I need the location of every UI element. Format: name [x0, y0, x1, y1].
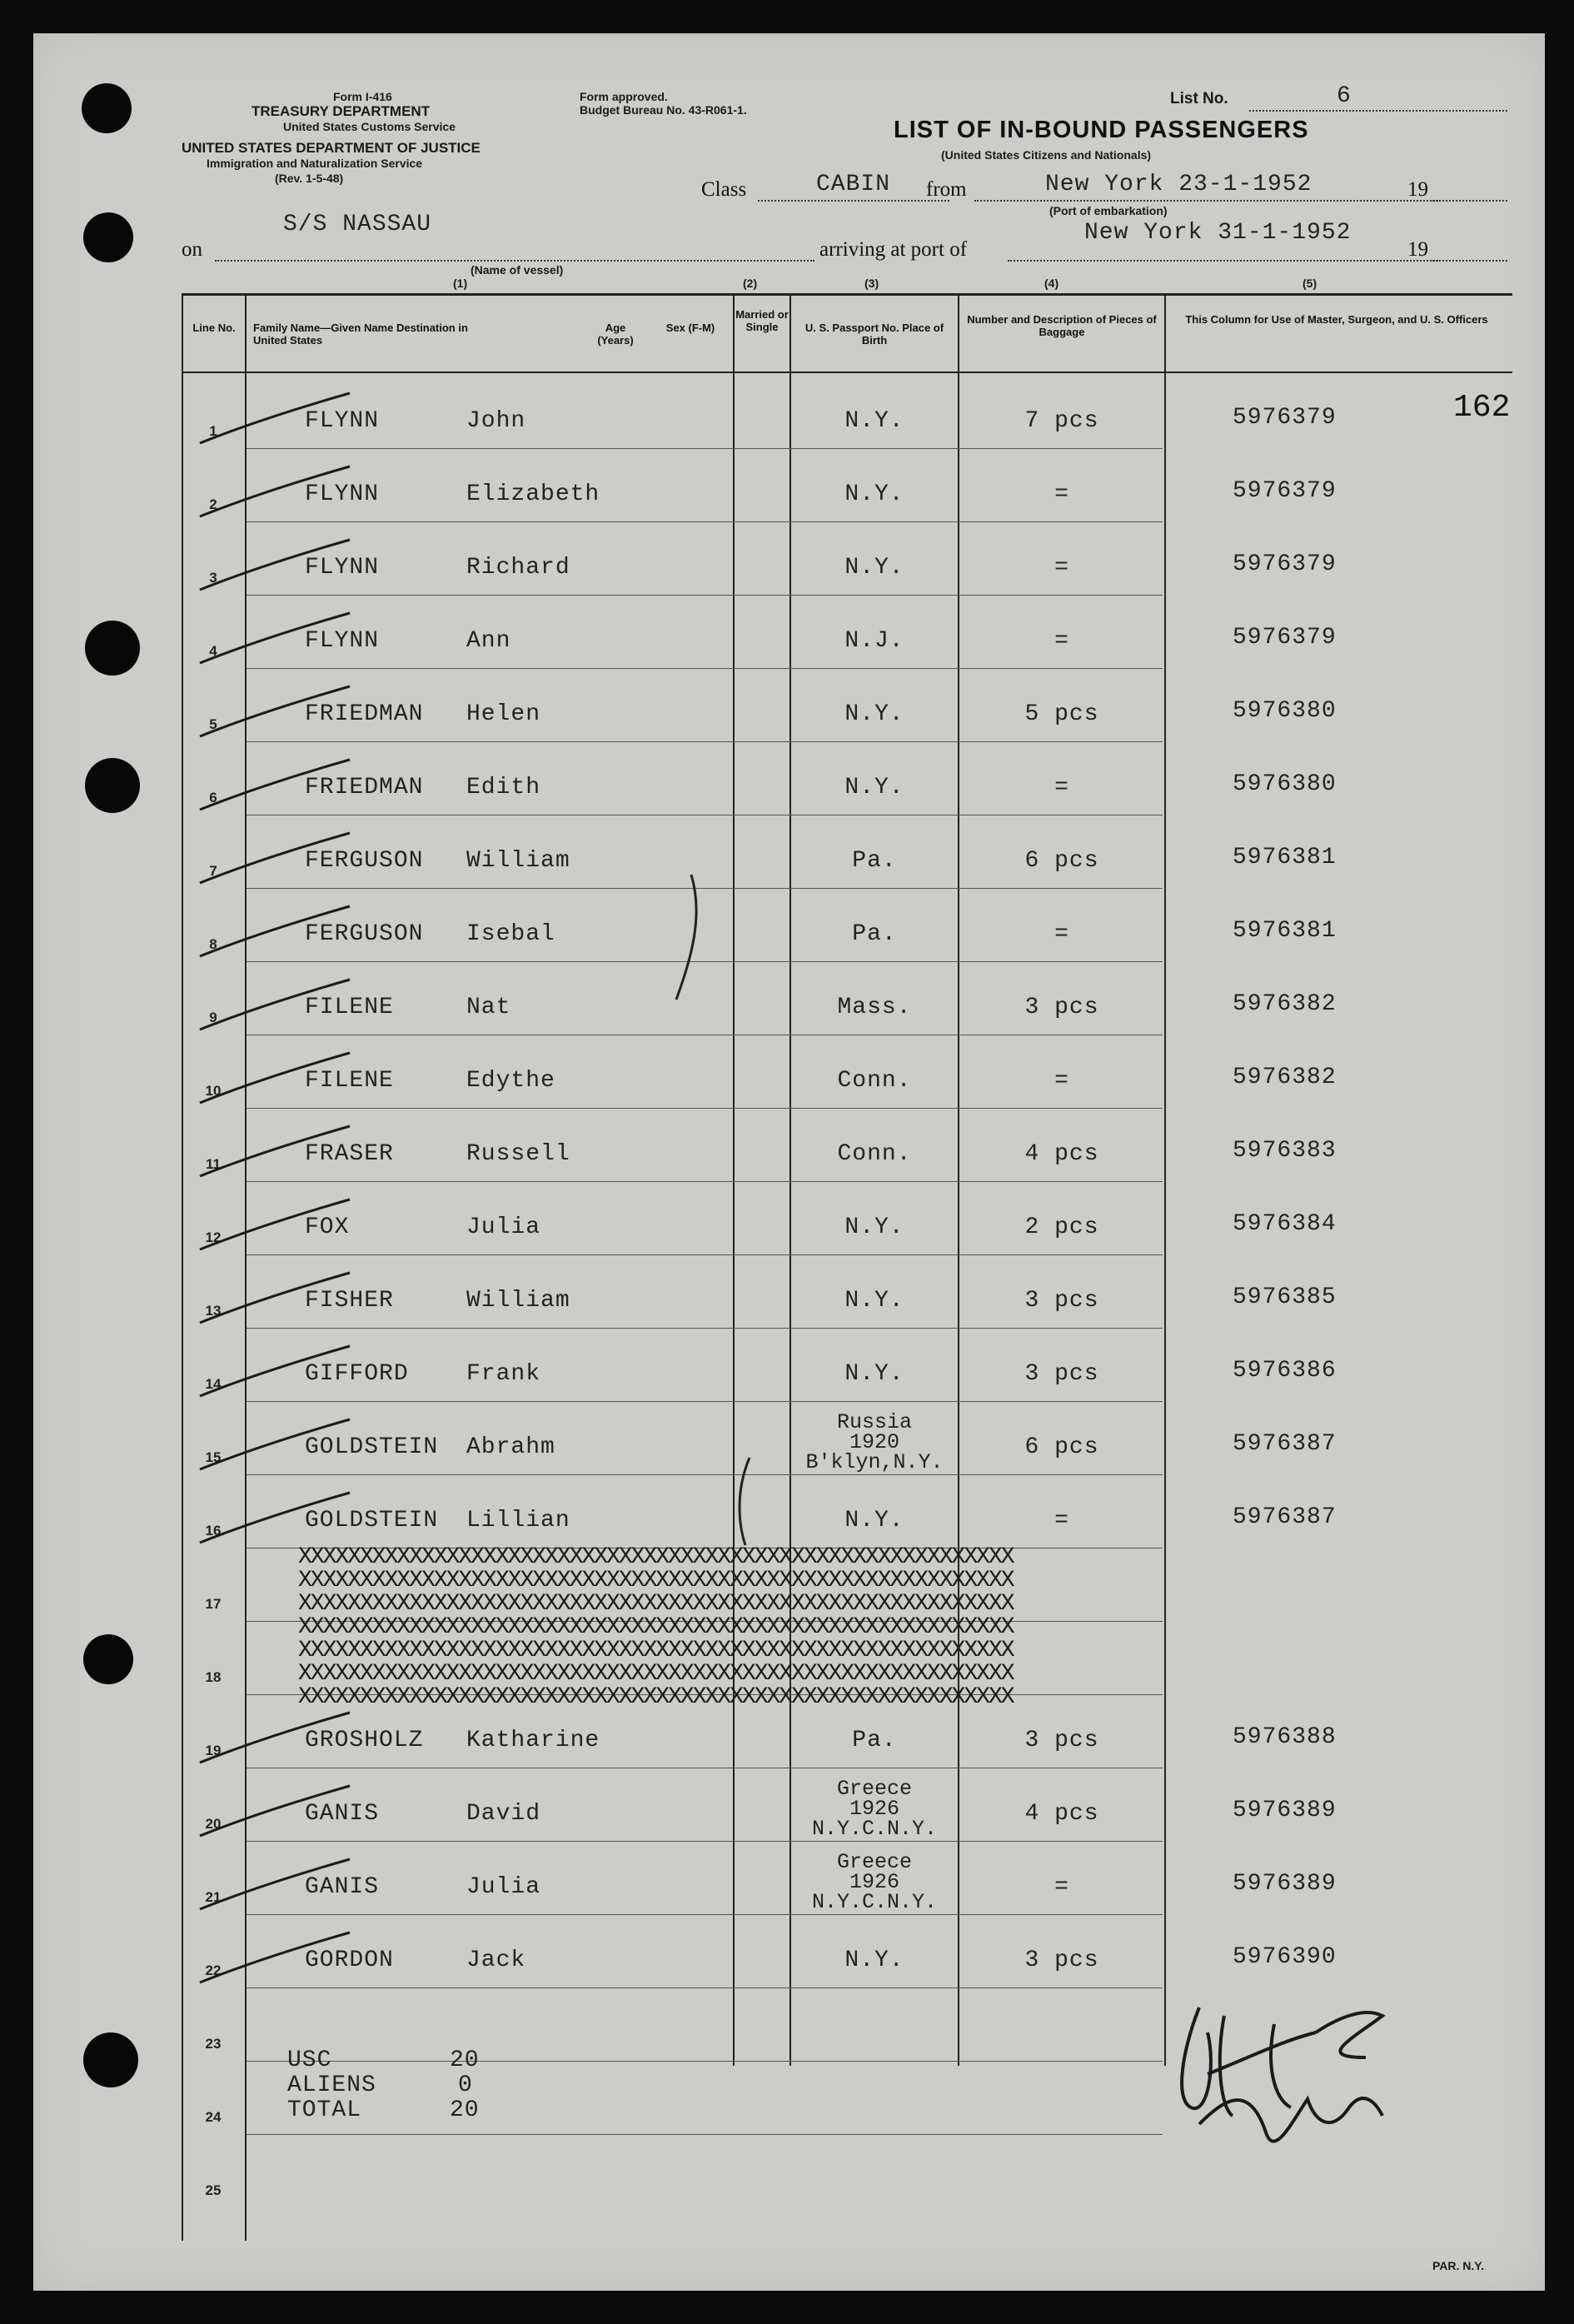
- line-number: 7: [209, 863, 217, 879]
- passenger-given-name: John: [466, 408, 526, 434]
- punch-hole: [83, 212, 133, 262]
- line-number: 23: [205, 2036, 222, 2052]
- col-num-5: (5): [1303, 277, 1317, 290]
- passenger-family-name: GORDON: [305, 1947, 394, 1973]
- col-num-2: (2): [743, 277, 758, 290]
- list-number: 6: [1337, 83, 1352, 109]
- passenger-baggage: =: [1054, 1508, 1069, 1534]
- passenger-baggage: =: [1054, 628, 1069, 654]
- line-number: 12: [205, 1229, 222, 1245]
- passenger-family-name: GOLDSTEIN: [305, 1508, 439, 1534]
- col-line-no: Line No.: [192, 322, 236, 334]
- passenger-baggage: =: [1054, 775, 1069, 800]
- passenger-family-name: FILENE: [305, 1068, 394, 1094]
- year-suffix-2: 19: [1407, 238, 1428, 261]
- passenger-officer-number: 5976379: [1233, 405, 1337, 431]
- arriving-value: New York 31-1-1952: [1084, 220, 1352, 246]
- passenger-birthplace: Mass.: [837, 995, 912, 1020]
- passenger-birthplace: N.Y.: [844, 701, 904, 727]
- crossed-out-row: XXXXXXXXXXXXXXXXXXXXXXXXXXXXXXXXXXXXXXXXXXXXXXXXXXXXXXXXXX: [298, 1638, 1014, 1663]
- passenger-family-name: FILENE: [305, 995, 394, 1020]
- col-passport: U. S. Passport No. Place of Birth: [804, 322, 944, 347]
- pen-mark: [733, 1454, 758, 1553]
- col-sex: Sex (F-M): [665, 322, 715, 334]
- passenger-birthplace: Pa.: [852, 1728, 897, 1753]
- passenger-officer-number: 5976387: [1233, 1431, 1337, 1457]
- crossed-out-row: XXXXXXXXXXXXXXXXXXXXXXXXXXXXXXXXXXXXXXXXXXXXXXXXXXXXXXXXXX: [298, 1661, 1014, 1687]
- passenger-birthplace: N.Y.: [844, 1947, 904, 1973]
- passenger-baggage: =: [1054, 921, 1069, 947]
- passenger-officer-number: 5976389: [1233, 1798, 1337, 1823]
- col-num-4: (4): [1044, 277, 1059, 290]
- year-suffix: 19: [1407, 178, 1428, 201]
- check-mark: [200, 540, 350, 590]
- vessel-name: S/S NASSAU: [283, 212, 432, 237]
- passenger-family-name: GIFFORD: [305, 1361, 409, 1387]
- arriving-label: arriving at port of: [819, 238, 968, 261]
- ins-service: Immigration and Naturalization Service: [207, 157, 423, 170]
- total-count: 20: [450, 2097, 480, 2123]
- approved: Form approved.: [580, 90, 668, 103]
- class-label: Class: [701, 178, 747, 201]
- passenger-baggage: 3 pcs: [1024, 1288, 1099, 1314]
- aliens-count: 0: [458, 2072, 473, 2098]
- check-mark: [200, 1419, 350, 1469]
- passenger-officer-number: 5976385: [1233, 1284, 1337, 1310]
- passenger-family-name: FISHER: [305, 1288, 394, 1314]
- passenger-officer-number: 5976390: [1233, 1944, 1337, 1970]
- passenger-baggage: =: [1054, 481, 1069, 507]
- passenger-birthplace: N.Y.: [844, 1361, 904, 1387]
- passenger-birthplace: N.Y.: [844, 1288, 904, 1314]
- crossed-out-row: XXXXXXXXXXXXXXXXXXXXXXXXXXXXXXXXXXXXXXXXXXXXXXXXXXXXXXXXXX: [298, 1591, 1014, 1617]
- usc-label: USC: [287, 2047, 332, 2073]
- page-stamp: 162: [1453, 390, 1511, 426]
- passenger-baggage: 2 pcs: [1024, 1214, 1099, 1240]
- check-mark: [200, 1713, 350, 1763]
- punch-hole: [85, 758, 140, 813]
- passenger-baggage: 3 pcs: [1024, 1947, 1099, 1973]
- total-label: TOTAL: [287, 2097, 362, 2123]
- passenger-given-name: Julia: [466, 1214, 541, 1240]
- passenger-officer-number: 5976382: [1233, 991, 1337, 1017]
- check-mark: [200, 980, 350, 1030]
- passenger-birthplace: N.Y.: [844, 555, 904, 581]
- passenger-given-name: William: [466, 1288, 570, 1314]
- passenger-baggage: 4 pcs: [1024, 1141, 1099, 1167]
- line-number: 15: [205, 1449, 222, 1465]
- passenger-baggage: 6 pcs: [1024, 848, 1099, 874]
- from-value: New York 23-1-1952: [1045, 172, 1312, 197]
- line-number: 11: [206, 1156, 221, 1172]
- check-mark: [200, 1126, 350, 1176]
- line-number: 4: [209, 643, 217, 659]
- line-number: 3: [209, 570, 217, 586]
- passenger-birthplace: N.Y.: [844, 481, 904, 507]
- passenger-family-name: FLYNN: [305, 408, 380, 434]
- revision: (Rev. 1-5-48): [275, 172, 344, 185]
- page-title: LIST OF IN-BOUND PASSENGERS: [894, 117, 1309, 143]
- passenger-birthplace: Conn.: [837, 1141, 912, 1167]
- line-number: 8: [209, 936, 217, 952]
- check-mark: [200, 1859, 350, 1909]
- passenger-given-name: Russell: [466, 1141, 570, 1167]
- check-mark: [200, 1786, 350, 1836]
- class-value: CABIN: [816, 172, 891, 197]
- line-number: 25: [205, 2182, 222, 2198]
- passenger-baggage: 6 pcs: [1024, 1434, 1099, 1460]
- check-marks: [192, 375, 658, 2207]
- check-mark: [200, 466, 350, 516]
- col-officers: This Column for Use of Master, Surgeon, and U. S. Officers: [1185, 313, 1488, 326]
- passenger-family-name: FERGUSON: [305, 921, 424, 947]
- check-mark: [200, 833, 350, 883]
- line-number: 13: [205, 1303, 222, 1319]
- passenger-officer-number: 5976389: [1233, 1871, 1337, 1897]
- printer-mark: PAR. N.Y.: [1432, 2259, 1484, 2272]
- check-mark: [200, 613, 350, 663]
- passenger-officer-number: 5976381: [1233, 845, 1337, 870]
- passenger-given-name: Katharine: [466, 1728, 600, 1753]
- passenger-family-name: FERGUSON: [305, 848, 424, 874]
- check-mark: [200, 1933, 350, 1982]
- check-mark: [200, 393, 350, 443]
- justice-dept: UNITED STATES DEPARTMENT OF JUSTICE: [182, 140, 481, 156]
- crossed-out-row: XXXXXXXXXXXXXXXXXXXXXXXXXXXXXXXXXXXXXXXXXXXXXXXXXXXXXXXXXX: [298, 1568, 1014, 1593]
- passenger-birthplace: N.Y.: [844, 1214, 904, 1240]
- list-label: List No.: [1170, 90, 1228, 107]
- passenger-officer-number: 5976384: [1233, 1211, 1337, 1237]
- col-num-1: (1): [453, 277, 468, 290]
- usc-count: 20: [450, 2047, 480, 2073]
- passenger-given-name: Edith: [466, 775, 541, 800]
- passenger-family-name: FRIEDMAN: [305, 775, 424, 800]
- col-age: Age (Years): [597, 322, 634, 347]
- budget-bureau: Budget Bureau No. 43-R061-1.: [580, 103, 747, 117]
- line-number: 24: [205, 2109, 222, 2125]
- line-number: 14: [205, 1376, 222, 1392]
- check-mark: [200, 1493, 350, 1543]
- check-mark: [200, 1346, 350, 1396]
- check-mark: [200, 906, 350, 956]
- line-number: 22: [205, 1962, 222, 1978]
- passenger-given-name: Frank: [466, 1361, 541, 1387]
- passenger-baggage: 5 pcs: [1024, 701, 1099, 727]
- passenger-birthplace: Greece 1926 N.Y.C.N.Y.: [811, 1850, 938, 1914]
- passenger-given-name: Nat: [466, 995, 511, 1020]
- col-num-3: (3): [864, 277, 879, 290]
- line-number: 20: [205, 1816, 222, 1832]
- passenger-officer-number: 5976380: [1233, 698, 1337, 724]
- line-number: 2: [209, 496, 217, 512]
- check-mark: [200, 1273, 350, 1323]
- punch-hole: [82, 83, 132, 133]
- passenger-birthplace: N.Y.: [844, 775, 904, 800]
- passenger-family-name: GANIS: [305, 1801, 380, 1827]
- passenger-given-name: Isebal: [466, 921, 555, 947]
- passenger-family-name: FLYNN: [305, 628, 380, 654]
- passenger-baggage: 7 pcs: [1024, 408, 1099, 434]
- line-number: 1: [209, 423, 217, 439]
- line-number: 16: [205, 1523, 222, 1539]
- treasury-dept: TREASURY DEPARTMENT: [252, 103, 431, 119]
- crossed-out-row: XXXXXXXXXXXXXXXXXXXXXXXXXXXXXXXXXXXXXXXXXXXXXXXXXXXXXXXXXX: [298, 1614, 1014, 1640]
- check-mark: [200, 760, 350, 810]
- passenger-birthplace: Pa.: [852, 921, 897, 947]
- line-number: 5: [209, 716, 217, 732]
- passenger-officer-number: 5976379: [1233, 625, 1337, 651]
- line-number: 17: [205, 1596, 222, 1612]
- passenger-given-name: Ann: [466, 628, 511, 654]
- passenger-birthplace: Pa.: [852, 848, 897, 874]
- on-label: on: [182, 238, 202, 261]
- punch-hole: [83, 1634, 133, 1684]
- line-number: 19: [205, 1743, 222, 1758]
- passenger-given-name: Julia: [466, 1874, 541, 1900]
- passenger-family-name: FRASER: [305, 1141, 394, 1167]
- form-number: Form I-416: [333, 90, 392, 103]
- port-embark-note: (Port of embarkation): [1049, 204, 1168, 217]
- passenger-officer-number: 5976379: [1233, 551, 1337, 577]
- passenger-family-name: FRIEDMAN: [305, 701, 424, 727]
- passenger-officer-number: 5976380: [1233, 771, 1337, 797]
- passenger-given-name: Helen: [466, 701, 541, 727]
- passenger-given-name: Elizabeth: [466, 481, 600, 507]
- passenger-family-name: GANIS: [305, 1874, 380, 1900]
- line-number: 18: [205, 1669, 222, 1685]
- passenger-given-name: Lillian: [466, 1508, 570, 1534]
- passenger-officer-number: 5976388: [1233, 1724, 1337, 1750]
- passenger-baggage: =: [1054, 1068, 1069, 1094]
- passenger-given-name: William: [466, 848, 570, 874]
- passenger-officer-number: 5976387: [1233, 1504, 1337, 1530]
- customs-service: United States Customs Service: [283, 120, 456, 133]
- passenger-baggage: 3 pcs: [1024, 1728, 1099, 1753]
- passenger-baggage: 3 pcs: [1024, 995, 1099, 1020]
- vessel-note: (Name of vessel): [471, 263, 564, 277]
- passenger-given-name: Edythe: [466, 1068, 555, 1094]
- passenger-given-name: Abrahm: [466, 1434, 555, 1460]
- from-label: from: [926, 178, 967, 201]
- line-number: 9: [209, 1010, 217, 1025]
- col-baggage: Number and Description of Pieces of Baggage: [967, 313, 1157, 338]
- passenger-given-name: Jack: [466, 1947, 526, 1973]
- passenger-baggage: =: [1054, 555, 1069, 581]
- passenger-birthplace: N.Y.: [844, 1508, 904, 1534]
- col-married: Married or Single: [735, 308, 789, 333]
- line-number: 6: [209, 790, 217, 805]
- col-name: Family Name—Given Name Destination in United States: [253, 322, 468, 347]
- line-number: 10: [205, 1083, 222, 1099]
- passenger-birthplace: N.Y.: [844, 408, 904, 434]
- signature-mark: [1149, 1982, 1449, 2174]
- passenger-birthplace: Conn.: [837, 1068, 912, 1094]
- passenger-family-name: GROSHOLZ: [305, 1728, 424, 1753]
- passenger-family-name: FOX: [305, 1214, 350, 1240]
- punch-hole: [85, 621, 140, 676]
- passenger-officer-number: 5976379: [1233, 478, 1337, 504]
- passenger-baggage: 4 pcs: [1024, 1801, 1099, 1827]
- passenger-family-name: FLYNN: [305, 555, 380, 581]
- passenger-officer-number: 5976383: [1233, 1138, 1337, 1164]
- passenger-baggage: =: [1054, 1874, 1069, 1900]
- passenger-given-name: David: [466, 1801, 541, 1827]
- passenger-birthplace: Russia 1920 B'klyn,N.Y.: [805, 1410, 944, 1474]
- pen-mark: [666, 866, 716, 1016]
- passenger-family-name: FLYNN: [305, 481, 380, 507]
- passenger-birthplace: Greece 1926 N.Y.C.N.Y.: [811, 1777, 938, 1841]
- check-mark: [200, 1199, 350, 1249]
- passenger-officer-number: 5976386: [1233, 1358, 1337, 1384]
- passenger-officer-number: 5976381: [1233, 918, 1337, 944]
- passenger-baggage: 3 pcs: [1024, 1361, 1099, 1387]
- punch-hole: [83, 2032, 138, 2087]
- crossed-out-row: XXXXXXXXXXXXXXXXXXXXXXXXXXXXXXXXXXXXXXXXXXXXXXXXXXXXXXXXXX: [298, 1684, 1014, 1710]
- passenger-birthplace: N.J.: [844, 628, 904, 654]
- check-mark: [200, 686, 350, 736]
- manifest-page: [33, 33, 1545, 2291]
- aliens-label: ALIENS: [287, 2072, 376, 2098]
- passenger-given-name: Richard: [466, 555, 570, 581]
- page-subtitle: (United States Citizens and Nationals): [941, 148, 1152, 162]
- line-number: 21: [205, 1889, 222, 1905]
- passenger-family-name: GOLDSTEIN: [305, 1434, 439, 1460]
- check-mark: [200, 1053, 350, 1103]
- crossed-out-row: XXXXXXXXXXXXXXXXXXXXXXXXXXXXXXXXXXXXXXXXXXXXXXXXXXXXXXXXXX: [298, 1544, 1014, 1570]
- passenger-officer-number: 5976382: [1233, 1065, 1337, 1090]
